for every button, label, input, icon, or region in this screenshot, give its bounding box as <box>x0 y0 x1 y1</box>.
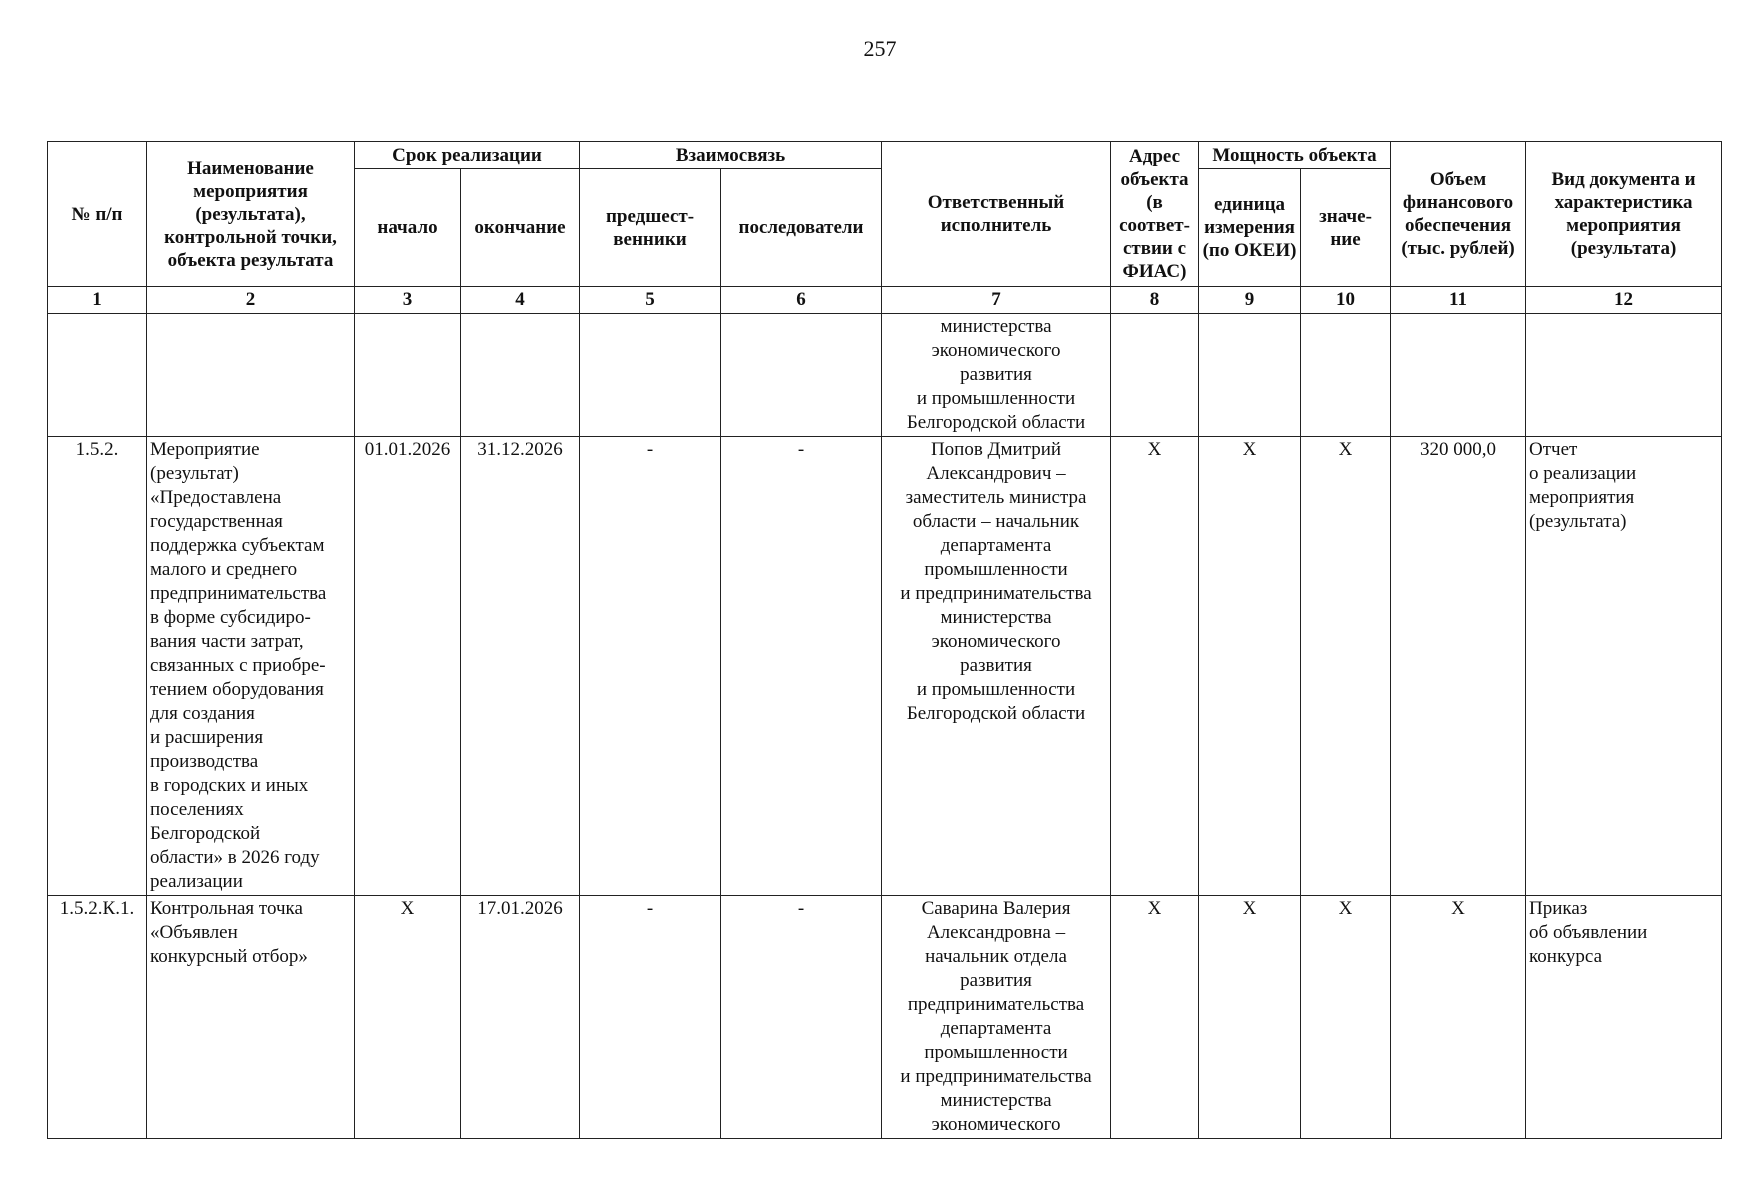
header-name: Наименование мероприятия (результата), контрольной точки, объекта результата <box>147 142 355 287</box>
cell-pred <box>580 314 721 437</box>
cell-start: 01.01.2026 <box>355 437 461 896</box>
column-number: 4 <box>461 287 580 314</box>
cell-executor: Саварина Валерия Александровна – начальник отдела развития предпринимательства департамента промышленности и предпринимательства министерства экономического <box>882 896 1111 1139</box>
cell-unit: X <box>1199 896 1301 1139</box>
cell-name <box>147 314 355 437</box>
cell-address <box>1111 314 1199 437</box>
cell-finance: X <box>1391 896 1526 1139</box>
cell-value: X <box>1301 437 1391 896</box>
cell-start <box>355 314 461 437</box>
column-number: 7 <box>882 287 1111 314</box>
table-row <box>48 314 1722 437</box>
cell-num: 1.5.2.К.1. <box>48 896 147 1139</box>
cell-end <box>461 314 580 437</box>
header-unit: единица измерения (по ОКЕИ) <box>1199 169 1301 287</box>
cell-unit <box>1199 314 1301 437</box>
column-number: 3 <box>355 287 461 314</box>
column-number: 6 <box>721 287 882 314</box>
cell-end: 31.12.2026 <box>461 437 580 896</box>
cell-value <box>1301 314 1391 437</box>
cell-executor: министерства экономического развития и промышленности Белгородской области <box>882 314 1111 437</box>
cell-doc: Приказ об объявлении конкурса <box>1526 896 1722 1139</box>
header-executor: Ответственный исполнитель <box>882 142 1111 287</box>
cell-end: 17.01.2026 <box>461 896 580 1139</box>
cell-name: Контрольная точка «Объявлен конкурсный отбор» <box>147 896 355 1139</box>
cell-value: X <box>1301 896 1391 1139</box>
header-group-moshch: Мощность объекта <box>1199 142 1391 169</box>
header-end: окончание <box>461 169 580 287</box>
column-number: 9 <box>1199 287 1301 314</box>
header-row-top <box>48 142 1722 169</box>
header-start: начало <box>355 169 461 287</box>
cell-finance: 320 000,0 <box>1391 437 1526 896</box>
cell-executor: Попов Дмитрий Александрович – заместитель министра области – начальник департамента промышленности и предпринимательства министерства экономического развития и промышленности Белгородской области <box>882 437 1111 896</box>
header-value: значе- ние <box>1301 169 1391 287</box>
cell-address: X <box>1111 896 1199 1139</box>
column-number: 12 <box>1526 287 1722 314</box>
cell-address: X <box>1111 437 1199 896</box>
page-number: 257 <box>863 36 897 61</box>
header-group-vzaim: Взаимосвязь <box>580 142 882 169</box>
cell-unit: X <box>1199 437 1301 896</box>
column-number: 2 <box>147 287 355 314</box>
events-table <box>47 141 1722 1139</box>
header-address: Адрес объекта (в соответ- ствии с ФИАС) <box>1111 142 1199 287</box>
cell-pred: - <box>580 896 721 1139</box>
cell-num: 1.5.2. <box>48 437 147 896</box>
header-post: последователи <box>721 169 882 287</box>
header-pred: предшест- венники <box>580 169 721 287</box>
cell-start: X <box>355 896 461 1139</box>
cell-post <box>721 314 882 437</box>
cell-pred: - <box>580 437 721 896</box>
header-doc: Вид документа и характеристика мероприятия (результата) <box>1526 142 1722 287</box>
column-number: 8 <box>1111 287 1199 314</box>
header-group-srok: Срок реализации <box>355 142 580 169</box>
table-row <box>48 437 1722 896</box>
column-number: 5 <box>580 287 721 314</box>
header-num: № п/п <box>48 142 147 287</box>
cell-doc: Отчет о реализации мероприятия (результата) <box>1526 437 1722 896</box>
cell-post: - <box>721 896 882 1139</box>
cell-finance <box>1391 314 1526 437</box>
column-number: 11 <box>1391 287 1526 314</box>
column-number: 10 <box>1301 287 1391 314</box>
column-number: 1 <box>48 287 147 314</box>
cell-post: - <box>721 437 882 896</box>
column-numbers-row <box>48 287 1722 314</box>
cell-name: Мероприятие (результат) «Предоставлена государственная поддержка субъектам малого и среднего предпринимательства в форме субсидиро- вания части затрат, связанных с приобре- тением оборудования для создания и расширения производства в городских и иных поселениях Белгородской области» в 2026 году реализации <box>147 437 355 896</box>
header-finance: Объем финансового обеспечения (тыс. рублей) <box>1391 142 1526 287</box>
table-row <box>48 896 1722 1139</box>
cell-num <box>48 314 147 437</box>
cell-doc <box>1526 314 1722 437</box>
